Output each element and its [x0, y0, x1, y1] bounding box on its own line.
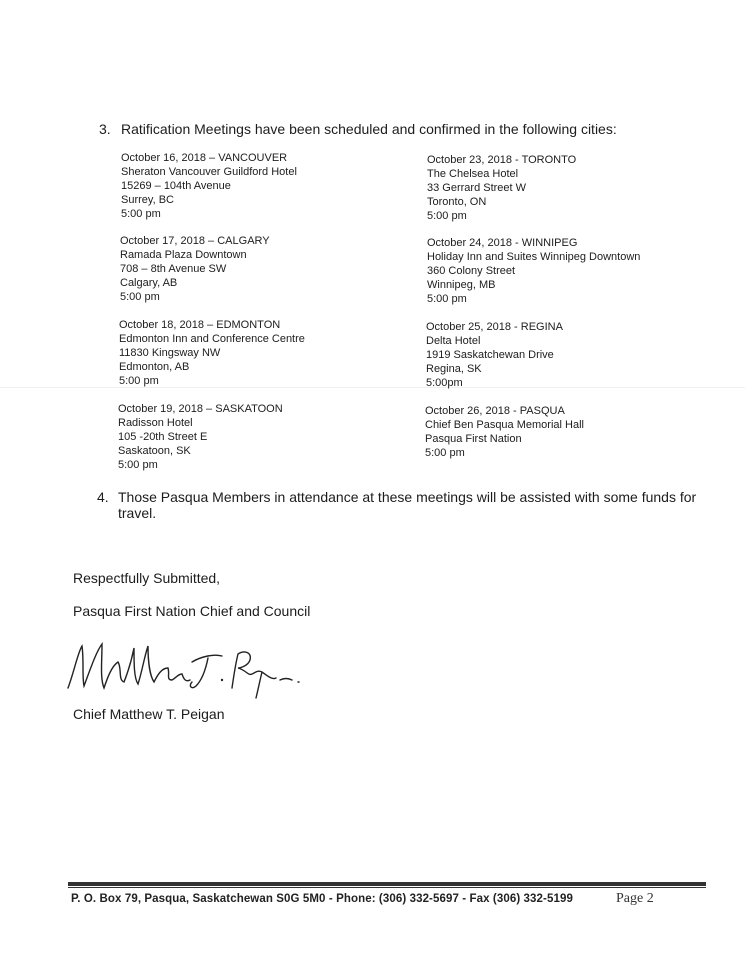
meeting-date-city: October 23, 2018 - TORONTO — [427, 154, 577, 166]
meeting-date-city: October 17, 2018 – CALGARY — [120, 235, 270, 247]
meeting-edmonton — [119, 318, 305, 388]
meeting-venue: Chief Ben Pasqua Memorial Hall — [425, 419, 584, 431]
meeting-address: Pasqua First Nation — [425, 433, 522, 445]
meeting-date-city: October 24, 2018 - WINNIPEG — [427, 237, 578, 249]
meeting-time: 5:00 pm — [120, 291, 160, 303]
meeting-winnipeg — [427, 236, 640, 306]
meeting-date-city: October 26, 2018 - PASQUA — [425, 405, 565, 417]
meeting-time: 5:00 pm — [118, 459, 158, 471]
meeting-calgary — [120, 234, 270, 304]
meeting-venue: Holiday Inn and Suites Winnipeg Downtown — [427, 251, 641, 263]
meeting-venue: Sheraton Vancouver Guildford Hotel — [121, 166, 297, 178]
meeting-city: Toronto, ON — [427, 196, 487, 208]
meeting-date-city: October 16, 2018 – VANCOUVER — [121, 152, 288, 164]
meeting-city: Regina, SK — [426, 363, 482, 375]
meeting-time: 5:00 pm — [425, 447, 465, 459]
meeting-address: 105 -20th Street E — [118, 431, 208, 443]
meeting-address: 1919 Saskatchewan Drive — [426, 349, 554, 361]
meeting-time: 5:00 pm — [427, 293, 467, 305]
meeting-vancouver — [121, 151, 297, 221]
meeting-address: 15269 – 104th Avenue — [121, 180, 231, 192]
meeting-venue: The Chelsea Hotel — [427, 168, 519, 180]
signature-image — [62, 632, 302, 704]
meeting-city: Calgary, AB — [120, 277, 178, 289]
meeting-venue: Radisson Hotel — [118, 417, 193, 429]
footer-contact: P. O. Box 79, Pasqua, Saskatchewan S0G 5M0 - Phone: (306) 332-5697 - Fax (306) 332-5199 — [71, 893, 573, 905]
meeting-regina — [426, 320, 563, 390]
item-4-text: Those Pasqua Members in attendance at these meetings will be assisted with some funds for travel. — [118, 489, 697, 521]
meeting-city: Edmonton, AB — [119, 361, 190, 373]
meeting-time: 5:00 pm — [121, 208, 161, 220]
meeting-address: 708 – 8th Avenue SW — [120, 263, 227, 275]
meeting-date-city: October 19, 2018 – SASKATOON — [118, 403, 283, 415]
page-number: Page 2 — [616, 891, 654, 906]
meeting-saskatoon — [118, 402, 283, 472]
meeting-date-city: October 18, 2018 – EDMONTON — [119, 319, 281, 331]
meeting-toronto — [427, 153, 576, 223]
meeting-city: Surrey, BC — [121, 194, 174, 206]
meeting-city: Saskatoon, SK — [118, 445, 191, 457]
organization: Pasqua First Nation Chief and Council — [73, 603, 311, 619]
meeting-city: Winnipeg, MB — [427, 279, 496, 291]
meeting-pasqua — [425, 404, 584, 460]
meeting-time: 5:00pm — [426, 377, 463, 389]
meeting-time: 5:00 pm — [427, 210, 467, 222]
scan-artifact-line — [0, 387, 745, 388]
meeting-address: 11830 Kingsway NW — [119, 347, 221, 359]
item-4-number: 4. — [97, 489, 109, 505]
item-3-number: 3. — [99, 121, 111, 137]
salutation: Respectfully Submitted, — [73, 570, 221, 586]
meeting-address: 33 Gerrard Street W — [427, 182, 527, 194]
meeting-venue: Ramada Plaza Downtown — [120, 249, 247, 261]
meeting-address: 360 Colony Street — [427, 265, 516, 277]
signer-name: Chief Matthew T. Peigan — [73, 706, 225, 722]
meeting-date-city: October 25, 2018 - REGINA — [426, 321, 563, 333]
footer-rule-thin — [68, 887, 706, 888]
meeting-venue: Delta Hotel — [426, 335, 481, 347]
footer-rule — [68, 882, 706, 886]
item-3-text: Ratification Meetings have been scheduled and confirmed in the following cities: — [121, 121, 617, 137]
meeting-venue: Edmonton Inn and Conference Centre — [119, 333, 305, 345]
meeting-time: 5:00 pm — [119, 375, 159, 387]
